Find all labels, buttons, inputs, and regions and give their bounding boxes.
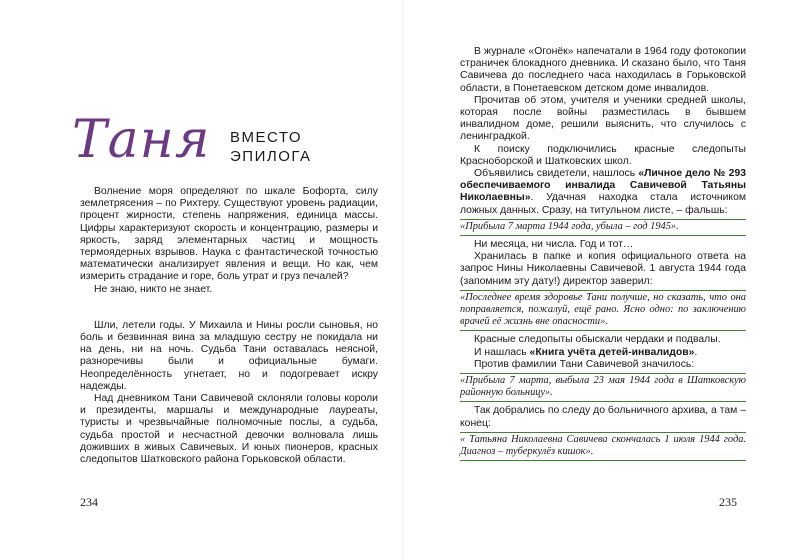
bold-book-title: «Книга учёта детей-инвалидов» (529, 346, 695, 358)
paragraph: К поиску подключились красные следопыты Красноборской и Шатковских школ. (460, 143, 746, 167)
paragraph: В журнале «Огонёк» напечатали в 1964 году фотокопии страничек блокадного дневника. И сказано было, что Таня Савичева до последнего часа находилась в Горьковской области, в Понетаевском детском доме инвалидов. (460, 46, 746, 94)
paragraph: Над дневником Тани Савичевой склоняли головы короли и президенты, маршалы и международные лауреаты, туристы и чрезвычайные полномочные послы, а судьба, судьба простой и несчастной девочки волновала лишь доживших в живых Савичевых. И юных пионеров, красных следопытов Шатковского района Горьковской области. (80, 393, 378, 466)
quote-block (460, 219, 746, 236)
right-body-text (460, 46, 746, 464)
paragraph: Шли, летели годы. У Михаила и Нины росли сыновья, но боль и безвинная вина за младшую сестру не покидала ни на день, ни на ночь. Судьба Тани оставалась неясной, разноречивы были и официальные бумаги. Неопределённость угнетает, но и подогревает искру надежды. (80, 319, 378, 392)
paragraph-lichnoe-delo (460, 168, 746, 217)
paragraph: Прочитав об этом, учителя и ученики средней школы, которая после войны разместилась в бывшем инвалидном доме, решили выяснить, что случилось с ленинградкой. (460, 94, 746, 143)
quote-text: «Прибыла 7 марта 1944 года, убыла – год 1945». (460, 220, 679, 232)
title-subtitle (230, 128, 311, 166)
title-word: Таня (72, 110, 211, 170)
quote-block (460, 432, 746, 461)
paragraph: Против фамилии Тани Савичевой значилось: (474, 358, 695, 370)
paragraph: Ни месяца, ни числа. Год и тот… (474, 239, 634, 251)
paragraph: Не знаю, никто не знает. (94, 283, 213, 295)
title-sub-line1: ВМЕСТО (230, 129, 302, 146)
left-page (0, 0, 402, 560)
right-page (404, 0, 805, 560)
quote-text: «Последнее время здоровье Тани получше, но сказать, что она поправляется, пожалуй, ещё рано. Ясно одно: по заключению врачей её жизнь вне опасности». (460, 291, 746, 328)
page-number: 235 (719, 495, 737, 509)
quote-block (460, 373, 746, 402)
paragraph-kniga (460, 347, 746, 359)
title-sub-line2: ЭПИЛОГА (230, 148, 312, 165)
paragraph: Хранилась в папке и копия официального ответа на запрос Нины Николаевны Савичевой. 1 августа 1944 года (запомним эту дату!) директор заверил: (460, 251, 746, 287)
page-number: 234 (80, 495, 98, 509)
left-body-text (80, 186, 378, 466)
chapter-title (72, 110, 392, 180)
text-run: Объявились свидетели, нашлось (474, 168, 639, 180)
text-run: . Удачная находка стала источником ложных данных. Сразу, на титульном листе, – фальшь: (460, 192, 746, 216)
paragraph: Волнение моря определяют по шкале Бофорта, силу землетрясения – по Рихтеру. Существуют уровень радиации, процент жирности, степень напряжения, единица массы. Цифры характеризуют скорость и концентрацию, размеры и яркость, заряд элементарных частиц и мощность термоядерных взрывов. Наука с фантастической точностью математически анализирует явления и вещи. Но как, чем измерить страдание и горе, боль утрат и груз печалей? (80, 186, 378, 283)
paragraph: Так добрались по следу до больничного архива, а там – конец: (460, 405, 746, 429)
quote-block (460, 290, 746, 332)
text-run: . (694, 346, 698, 358)
paragraph: Красные следопыты обыскали чердаки и подвалы. (474, 334, 721, 346)
quote-text: «Прибыла 7 марта, выбыла 23 мая 1944 года в Шатковскую районную больницу». (460, 375, 746, 399)
bold-document-title: «Личное дело № 293 обеспечиваемого инвалида Савичевой Татьяны Николаевны» (460, 168, 746, 204)
text-run: И нашлась (474, 346, 530, 358)
quote-text: « Татьяна Николаевна Савичева скончалась 1 июля 1944 года. Диагноз – туберкулёз кишок». (460, 433, 746, 458)
